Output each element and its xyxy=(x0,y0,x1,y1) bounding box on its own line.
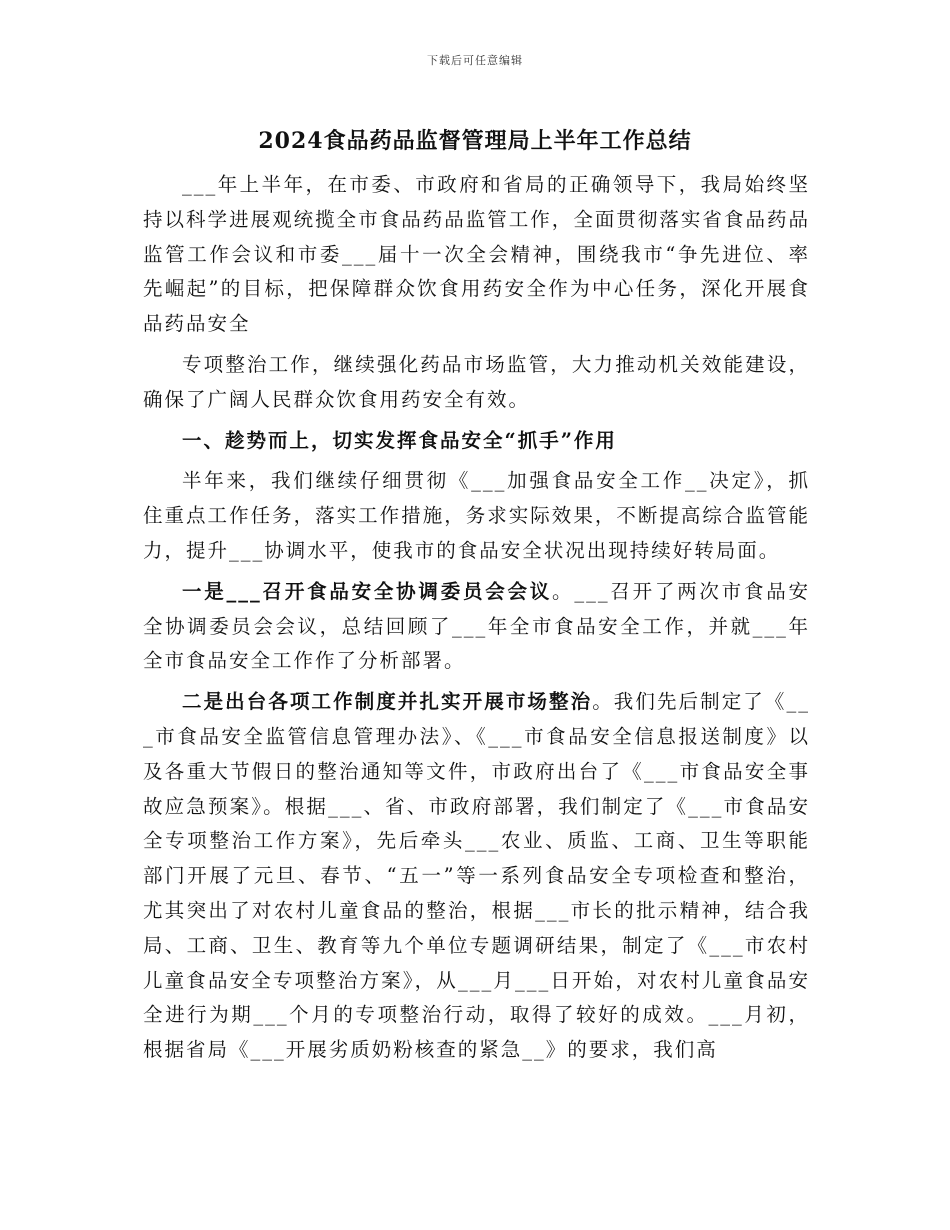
header-note: 下载后可任意编辑 xyxy=(427,54,523,67)
point-1-lead: 一是___召开食品安全协调委员会会议 xyxy=(182,579,553,603)
paragraph-point-1 xyxy=(143,575,810,679)
document-body xyxy=(143,168,810,1068)
point-2-text: 。我们先后制定了《___市食品安全监管信息管理办法》、《___市食品安全信息报送制度》以及各重大节假日的整治通知等文件，市政府出台了《___市食品安全事故应急预案》。根据___、省、市政府部署，我们制定了《___市食品安全专项整治工作方案》，先后牵头___农业、质监、工商、卫生等职能部门开展了元旦、春节、“五一”等一系列食品安全专项检查和整治，尤其突出了对农村儿童食品的整治，根据___市长的批示精神，结合我局、工商、卫生、教育等九个单位专题调研结果，制定了《___市农村儿童食品安全专项整治方案》，从___月___日开始，对农村儿童食品安全进行为期___个月的专项整治行动，取得了较好的成效。___月初，根据省局《___开展劣质奶粉核查的紧急__》的要求，我们高 xyxy=(143,690,810,1062)
paragraph-intro: ___年上半年，在市委、市政府和省局的正确领导下，我局始终坚持以科学进展观统揽全市食品药品监管工作，全面贯彻落实省食品药品监管工作会议和市委___届十一次全会精神，围绕我市“争先进位、率先崛起”的目标，把保障群众饮食用药安全作为中心任务，深化开展食品药品安全 xyxy=(143,173,810,336)
paragraph-point-2 xyxy=(143,685,810,1068)
paragraph-section-1: 半年来，我们继续仔细贯彻《___加强食品安全工作__决定》，抓住重点工作任务，落实工作措施，务求实际效果，不断提高综合监管能力，提升___协调水平，使我市的食品安全状况出现持续好转局面。 xyxy=(143,469,810,562)
point-1-text: 。___召开了两次市食品安全协调委员会会议，总结回顾了___年全市食品安全工作，并就___年全市食品安全工作作了分析部署。 xyxy=(143,579,810,673)
paragraph-intro-continued: 专项整治工作，继续强化药品市场监管，大力推动机关效能建设，确保了广阔人民群众饮食用药安全有效。 xyxy=(143,352,810,411)
point-2-lead: 二是出台各项工作制度并扎实开展市场整治 xyxy=(182,690,593,714)
section-heading-1: 一、趁势而上，切实发挥食品安全“抓手”作用 xyxy=(182,428,617,452)
document-title: 2024食品药品监督管理局上半年工作总结 xyxy=(258,128,692,154)
